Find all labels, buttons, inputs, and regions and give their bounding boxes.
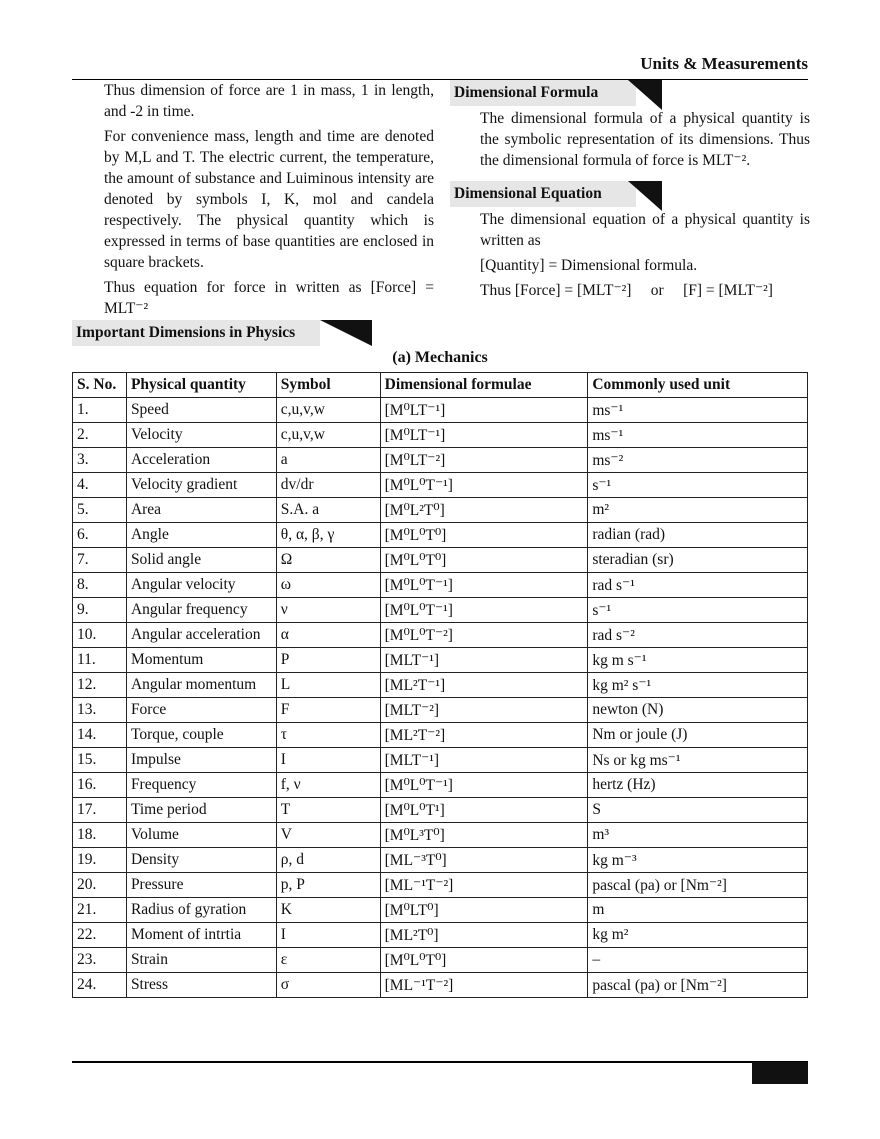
table-row (73, 873, 808, 898)
table-row (73, 923, 808, 948)
table-row (73, 398, 808, 423)
cell-symbol: p, P (276, 873, 380, 898)
table-row (73, 698, 808, 723)
cell-unit: rad s⁻² (588, 623, 808, 648)
header-quantity: Physical quantity (126, 373, 276, 398)
table-row (73, 823, 808, 848)
table-row (73, 598, 808, 623)
cell-sno: 6. (73, 523, 127, 548)
cell-formula: [ML⁻³T⁰] (380, 848, 588, 873)
table-row (73, 648, 808, 673)
important-dimensions-heading (72, 320, 372, 346)
left-paragraph-2: For convenience mass, length and time are denoted by M,L and T. The electric current, the temperature, the amount of substance and Luiminous intensity are denoted by symbols I, K, mol and candela respectively. The physical quantity which is expressed in terms of base quantities are enclosed in square brackets. (104, 128, 434, 271)
cell-symbol: P (276, 648, 380, 673)
cell-quantity: Angle (126, 523, 276, 548)
cell-unit: kg m² s⁻¹ (588, 673, 808, 698)
cell-sno: 1. (73, 398, 127, 423)
header-symbol: Symbol (276, 373, 380, 398)
cell-sno: 3. (73, 448, 127, 473)
cell-formula: [M⁰LT⁻¹] (380, 398, 588, 423)
cell-formula: [M⁰L⁰T⁰] (380, 948, 588, 973)
cell-symbol: S.A. a (276, 498, 380, 523)
cell-symbol: I (276, 748, 380, 773)
cell-sno: 12. (73, 673, 127, 698)
cell-quantity: Velocity gradient (126, 473, 276, 498)
cell-sno: 16. (73, 773, 127, 798)
cell-quantity: Area (126, 498, 276, 523)
cell-unit: rad s⁻¹ (588, 573, 808, 598)
cell-unit: kg m s⁻¹ (588, 648, 808, 673)
cell-unit: hertz (Hz) (588, 773, 808, 798)
table-row (73, 423, 808, 448)
cell-quantity: Angular momentum (126, 673, 276, 698)
cell-quantity: Time period (126, 798, 276, 823)
cell-sno: 11. (73, 648, 127, 673)
table-row (73, 548, 808, 573)
cell-quantity: Density (126, 848, 276, 873)
cell-symbol: c,u,v,w (276, 423, 380, 448)
heading-wedge-icon (628, 80, 662, 110)
table-row (73, 573, 808, 598)
cell-symbol: θ, α, β, γ (276, 523, 380, 548)
cell-formula: [M⁰L⁰T⁰] (380, 548, 588, 573)
cell-formula: [M⁰LT⁻¹] (380, 423, 588, 448)
dimensional-formula-heading (450, 80, 636, 106)
cell-quantity: Angular frequency (126, 598, 276, 623)
cell-quantity: Stress (126, 973, 276, 998)
table-row (73, 623, 808, 648)
cell-sno: 23. (73, 948, 127, 973)
dimensional-equation-heading-text: Dimensional Equation (454, 185, 602, 202)
cell-formula: [ML⁻¹T⁻²] (380, 973, 588, 998)
cell-quantity: Moment of intrtia (126, 923, 276, 948)
table-row (73, 448, 808, 473)
cell-formula: [MLT⁻¹] (380, 748, 588, 773)
cell-formula: [M⁰L⁰T⁻²] (380, 623, 588, 648)
cell-unit: m (588, 898, 808, 923)
cell-sno: 14. (73, 723, 127, 748)
left-paragraph-1: Thus dimension of force are 1 in mass, 1 in length, and -2 in time. (104, 82, 434, 120)
cell-formula: [MLT⁻¹] (380, 648, 588, 673)
cell-symbol: F (276, 698, 380, 723)
table-caption: (a) Mechanics (392, 349, 488, 366)
cell-sno: 20. (73, 873, 127, 898)
table-row (73, 898, 808, 923)
left-paragraph-3: Thus equation for force in written as [Force] = MLT⁻² (104, 279, 434, 317)
heading-wedge-icon (320, 320, 372, 346)
heading-wedge-icon (628, 181, 662, 211)
cell-quantity: Acceleration (126, 448, 276, 473)
cell-formula: [M⁰L²T⁰] (380, 498, 588, 523)
cell-sno: 7. (73, 548, 127, 573)
cell-quantity: Strain (126, 948, 276, 973)
cell-sno: 9. (73, 598, 127, 623)
table-row (73, 798, 808, 823)
table-row (73, 773, 808, 798)
table-row (73, 848, 808, 873)
cell-sno: 8. (73, 573, 127, 598)
header-sno: S. No. (73, 373, 127, 398)
cell-formula: [M⁰L⁰T⁻¹] (380, 473, 588, 498)
cell-unit: radian (rad) (588, 523, 808, 548)
cell-quantity: Frequency (126, 773, 276, 798)
cell-quantity: Radius of gyration (126, 898, 276, 923)
cell-sno: 19. (73, 848, 127, 873)
cell-symbol: L (276, 673, 380, 698)
cell-unit: ms⁻¹ (588, 398, 808, 423)
cell-sno: 13. (73, 698, 127, 723)
cell-symbol: V (276, 823, 380, 848)
cell-sno: 21. (73, 898, 127, 923)
cell-symbol: I (276, 923, 380, 948)
cell-sno: 17. (73, 798, 127, 823)
cell-quantity: Volume (126, 823, 276, 848)
cell-sno: 4. (73, 473, 127, 498)
table-row (73, 723, 808, 748)
cell-sno: 22. (73, 923, 127, 948)
cell-symbol: ε (276, 948, 380, 973)
cell-symbol: α (276, 623, 380, 648)
right-column (450, 80, 810, 305)
cell-symbol: T (276, 798, 380, 823)
table-row (73, 673, 808, 698)
table-header-row (73, 373, 808, 398)
cell-quantity: Impulse (126, 748, 276, 773)
cell-formula: [M⁰L⁰T¹] (380, 798, 588, 823)
cell-symbol: f, ν (276, 773, 380, 798)
table-row (73, 473, 808, 498)
cell-symbol: dv/dr (276, 473, 380, 498)
cell-unit: s⁻¹ (588, 598, 808, 623)
cell-symbol: K (276, 898, 380, 923)
cell-unit: ms⁻² (588, 448, 808, 473)
cell-unit: S (588, 798, 808, 823)
cell-unit: s⁻¹ (588, 473, 808, 498)
cell-sno: 2. (73, 423, 127, 448)
cell-symbol: Ω (276, 548, 380, 573)
cell-formula: [M⁰L³T⁰] (380, 823, 588, 848)
cell-quantity: Velocity (126, 423, 276, 448)
cell-formula: [ML⁻¹T⁻²] (380, 873, 588, 898)
cell-formula: [ML²T⁻²] (380, 723, 588, 748)
cell-quantity: Angular velocity (126, 573, 276, 598)
cell-formula: [M⁰L⁰T⁻¹] (380, 598, 588, 623)
cell-symbol: ω (276, 573, 380, 598)
cell-symbol: c,u,v,w (276, 398, 380, 423)
cell-unit: kg m⁻³ (588, 848, 808, 873)
cell-sno: 15. (73, 748, 127, 773)
cell-formula: [M⁰L⁰T⁻¹] (380, 773, 588, 798)
header-unit: Commonly used unit (588, 373, 808, 398)
cell-sno: 10. (73, 623, 127, 648)
cell-unit: Nm or joule (J) (588, 723, 808, 748)
cell-quantity: Angular acceleration (126, 623, 276, 648)
left-column (104, 80, 434, 323)
dimensional-equation-line-2: [Quantity] = Dimensional formula. (480, 257, 698, 274)
dimensional-equation-heading (450, 181, 636, 207)
cell-quantity: Pressure (126, 873, 276, 898)
page-header-title: Units & Measurements (640, 54, 808, 73)
cell-unit: – (588, 948, 808, 973)
dimensions-table (72, 372, 808, 998)
cell-unit: m² (588, 498, 808, 523)
cell-quantity: Force (126, 698, 276, 723)
cell-symbol: τ (276, 723, 380, 748)
cell-unit: m³ (588, 823, 808, 848)
cell-symbol: σ (276, 973, 380, 998)
cell-quantity: Momentum (126, 648, 276, 673)
cell-formula: [MLT⁻²] (380, 698, 588, 723)
cell-symbol: ρ, d (276, 848, 380, 873)
table-row (73, 948, 808, 973)
cell-quantity: Speed (126, 398, 276, 423)
dimensional-equation-line-3: Thus [Force] = [MLT⁻²] or [F] = [MLT⁻²] (480, 282, 773, 299)
dimensional-formula-heading-text: Dimensional Formula (454, 84, 599, 101)
cell-symbol: a (276, 448, 380, 473)
cell-sno: 5. (73, 498, 127, 523)
footer-rule (72, 1061, 808, 1063)
header-formula: Dimensional formulae (380, 373, 588, 398)
important-dimensions-heading-text: Important Dimensions in Physics (76, 324, 296, 341)
dimensional-formula-text: The dimensional formula of a physical quantity is the symbolic representation of its dimensions. Thus the dimensional formula of force is MLT⁻². (480, 110, 810, 169)
cell-formula: [M⁰L⁰T⁻¹] (380, 573, 588, 598)
cell-formula: [M⁰LT⁰] (380, 898, 588, 923)
table-row (73, 748, 808, 773)
cell-formula: [ML²T⁻¹] (380, 673, 588, 698)
cell-formula: [M⁰L⁰T⁰] (380, 523, 588, 548)
cell-unit: kg m² (588, 923, 808, 948)
cell-formula: [ML²T⁰] (380, 923, 588, 948)
cell-unit: steradian (sr) (588, 548, 808, 573)
cell-unit: newton (N) (588, 698, 808, 723)
cell-quantity: Solid angle (126, 548, 276, 573)
cell-unit: pascal (pa) or [Nm⁻²] (588, 973, 808, 998)
cell-unit: ms⁻¹ (588, 423, 808, 448)
cell-quantity: Torque, couple (126, 723, 276, 748)
cell-unit: pascal (pa) or [Nm⁻²] (588, 873, 808, 898)
cell-sno: 24. (73, 973, 127, 998)
table-row (73, 973, 808, 998)
cell-sno: 18. (73, 823, 127, 848)
table-row (73, 523, 808, 548)
table-row (73, 498, 808, 523)
cell-formula: [M⁰LT⁻²] (380, 448, 588, 473)
cell-unit: Ns or kg ms⁻¹ (588, 748, 808, 773)
page-number-tab (752, 1062, 808, 1084)
table-body (73, 398, 808, 998)
cell-symbol: ν (276, 598, 380, 623)
dimensional-equation-text: The dimensional equation of a physical quantity is written as (480, 211, 810, 249)
